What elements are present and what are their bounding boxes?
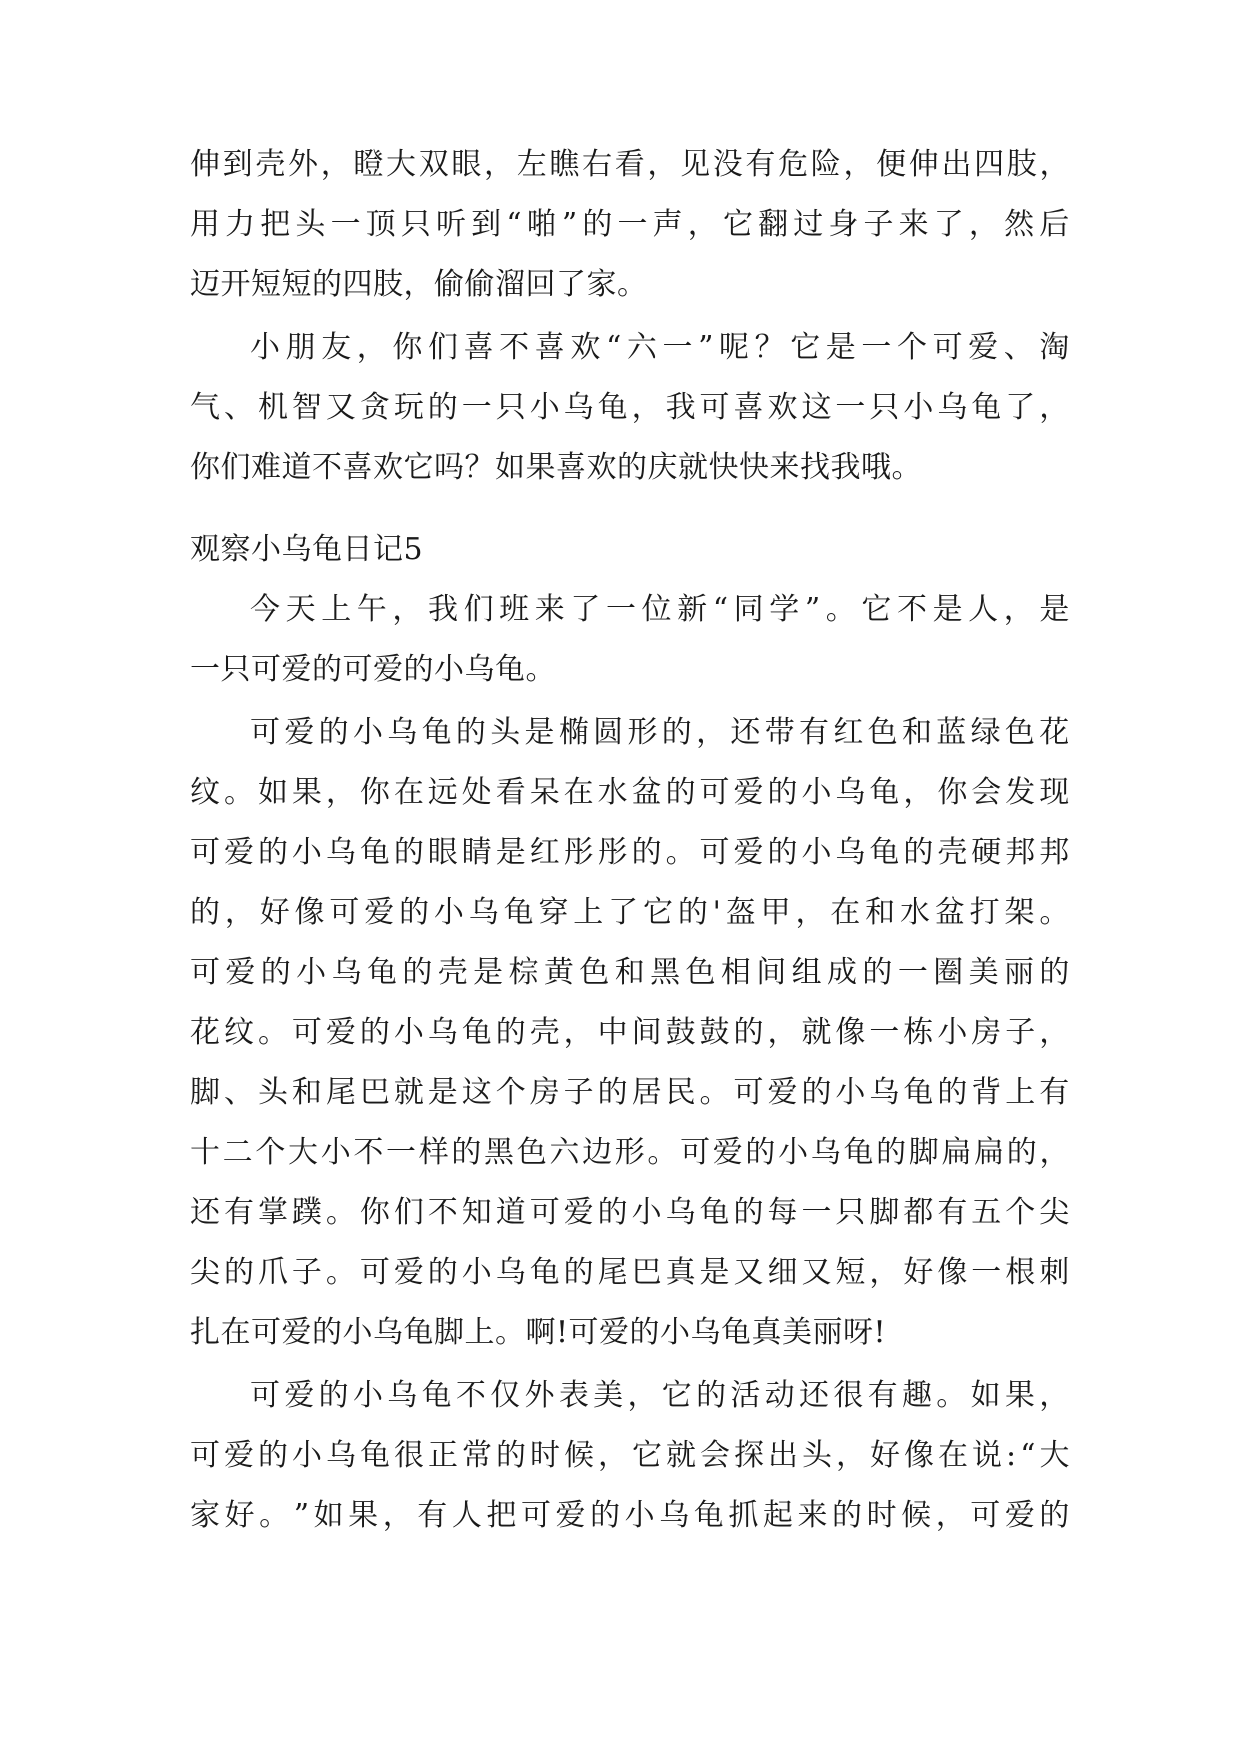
text-line: 可 爱 的 小 乌 龟 的 眼 睛 是 红 彤 彤 的 。 可 爱 的 小 乌 龟 的 壳 硬 邦 邦 — [190, 835, 1070, 870]
text-line: 小 朋 友 ， 你 们 喜 不 喜 欢 “ 六 一 ” 呢 ？ 它 是 一 个 可 爱 、 淘 — [250, 330, 1070, 365]
text-line: 可 爱 的 小 乌 龟 不 仅 外 表 美 ， 它 的 活 动 还 很 有 趣 。 如 果 ， — [250, 1378, 1070, 1413]
text-line: 今 天 上 午 ， 我 们 班 来 了 一 位 新 “ 同 学 ” 。 它 不 是 人 ， 是 — [250, 592, 1070, 627]
text-line: 伸 到 壳 外 ， 瞪 大 双 眼 ， 左 瞧 右 看 ， 见 没 有 危 险 ， 便 伸 出 四 肢 ， — [190, 147, 1070, 182]
text-line: 可 爱 的 小 乌 龟 的 壳 是 棕 黄 色 和 黑 色 相 间 组 成 的 一 圈 美 丽 的 — [190, 955, 1070, 990]
text-line: 脚 、 头 和 尾 巴 就 是 这 个 房 子 的 居 民 。 可 爱 的 小 乌 龟 的 背 上 有 — [190, 1075, 1070, 1110]
text-line: 尖 的 爪 子 。 可 爱 的 小 乌 龟 的 尾 巴 真 是 又 细 又 短 ， 好 像 一 根 刺 — [190, 1255, 1070, 1290]
text-line: 还 有 掌 蹼 。 你 们 不 知 道 可 爱 的 小 乌 龟 的 每 一 只 脚 都 有 五 个 尖 — [190, 1195, 1070, 1230]
text-line: 纹 。 如 果 ， 你 在 远 处 看 呆 在 水 盆 的 可 爱 的 小 乌 龟 ， 你 会 发 现 — [190, 775, 1070, 810]
text-line: 你们难道不喜欢它吗？如果喜欢的庆就快快来找我哦。 — [190, 450, 922, 485]
section-heading: 观察小乌龟日记5 — [190, 532, 424, 567]
text-line: 花 纹 。 可 爱 的 小 乌 龟 的 壳 ， 中 间 鼓 鼓 的 ， 就 像 一 栋 小 房 子 ， — [190, 1015, 1070, 1050]
text-line: 可 爱 的 小 乌 龟 很 正 常 的 时 候 ， 它 就 会 探 出 头 ， 好 像 在 说 : “ 大 — [190, 1438, 1070, 1473]
text-line: 的 ， 好 像 可 爱 的 小 乌 龟 穿 上 了 它 的 ' 盔 甲 ， 在 和 水 盆 打 架 。 — [190, 895, 1070, 930]
text-line: 扎在可爱的小乌龟脚上。啊!可爱的小乌龟真美丽呀! — [190, 1315, 887, 1350]
text-line: 迈开短短的四肢，偷偷溜回了家。 — [190, 267, 648, 302]
text-line: 用 力 把 头 一 顶 只 听 到 “ 啪 ” 的 一 声 ， 它 翻 过 身 子 来 了 ， 然 后 — [190, 207, 1070, 242]
text-line: 气 、 机 智 又 贪 玩 的 一 只 小 乌 龟 ， 我 可 喜 欢 这 一 只 小 乌 龟 了 ， — [190, 390, 1070, 425]
text-line: 可 爱 的 小 乌 龟 的 头 是 椭 圆 形 的 ， 还 带 有 红 色 和 蓝 绿 色 花 — [250, 715, 1070, 750]
text-line: 家 好 。 ” 如 果 ， 有 人 把 可 爱 的 小 乌 龟 抓 起 来 的 时 候 ， 可 爱 的 — [190, 1498, 1070, 1533]
text-line: 一只可爱的可爱的小乌龟。 — [190, 652, 556, 687]
text-line: 十 二 个 大 小 不 一 样 的 黑 色 六 边 形 。 可 爱 的 小 乌 龟 的 脚 扁 扁 的 ， — [190, 1135, 1070, 1170]
